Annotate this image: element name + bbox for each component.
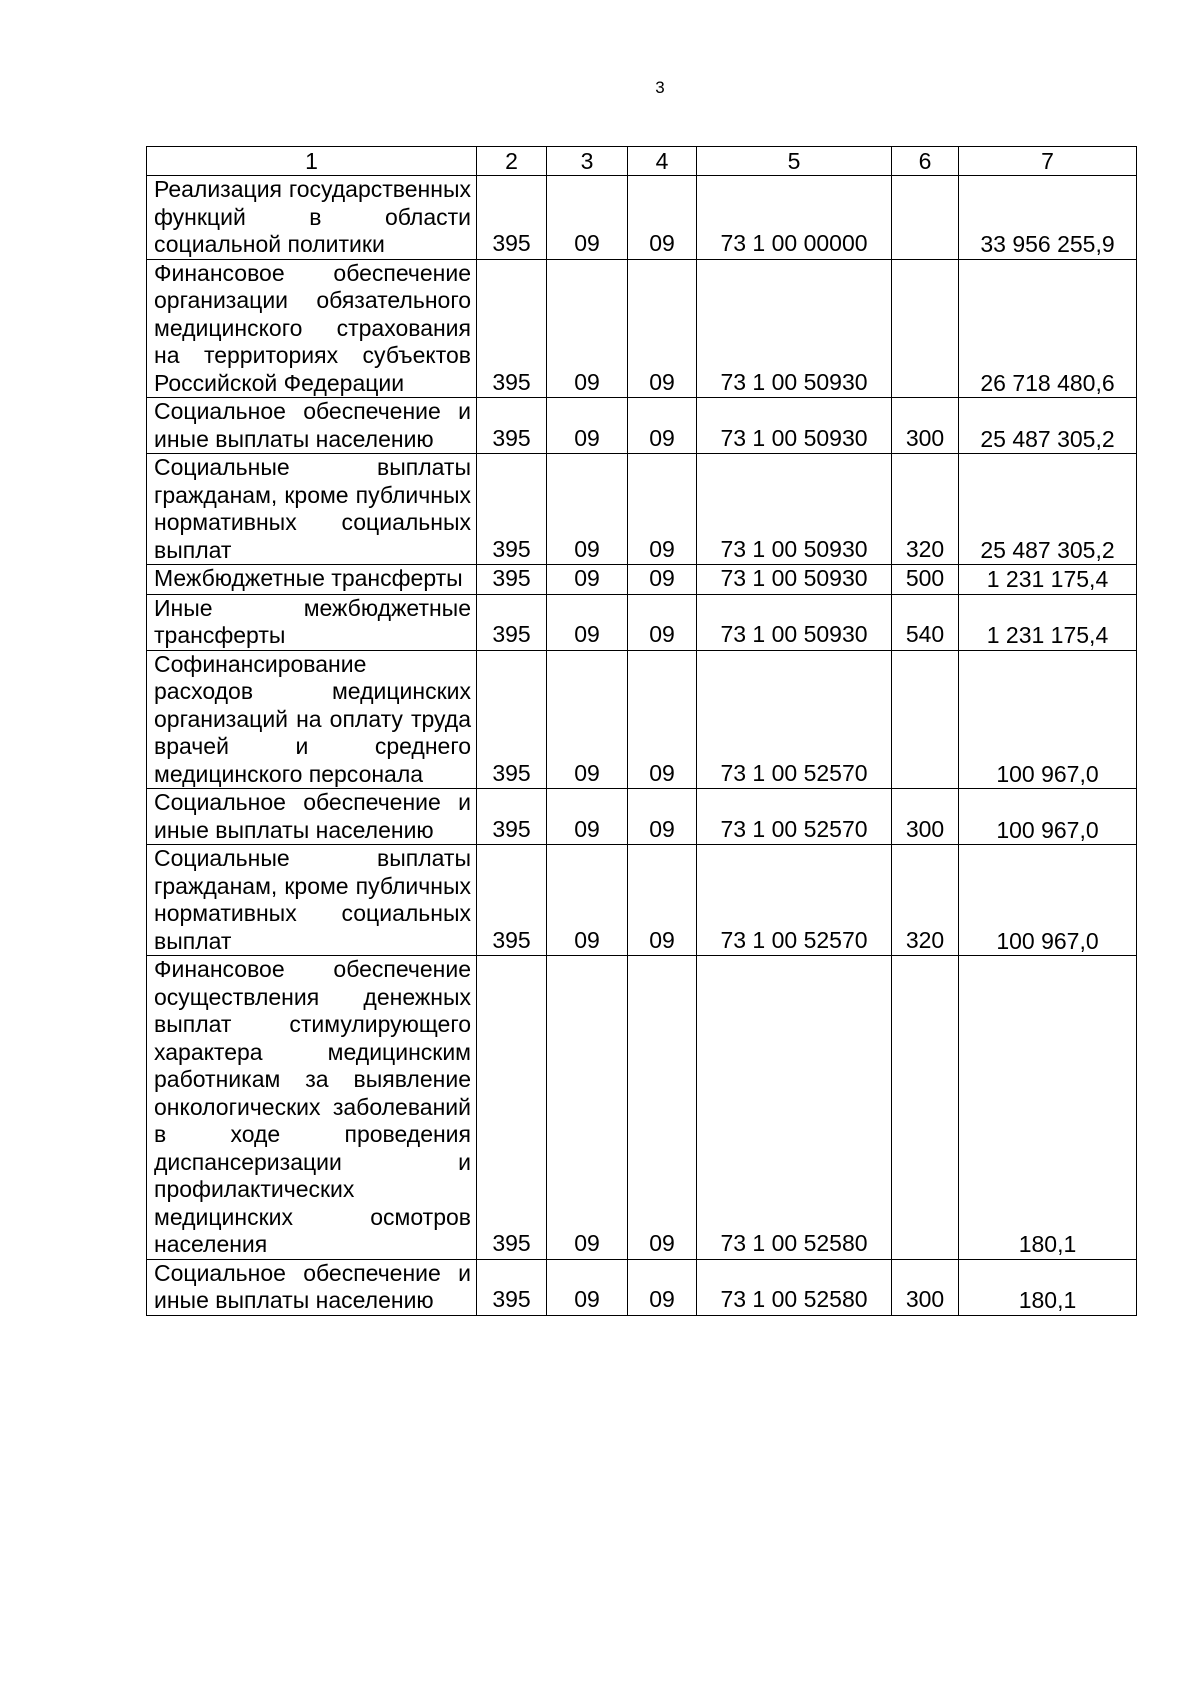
ministry-code: 395 bbox=[477, 594, 547, 650]
section-code: 09 bbox=[547, 454, 628, 565]
table-body bbox=[147, 176, 1137, 1316]
row-name: Социальные выплаты гражданам, кроме публичных нормативных социальных выплат bbox=[147, 845, 477, 956]
ministry-code: 395 bbox=[477, 956, 547, 1260]
section-code: 09 bbox=[547, 565, 628, 595]
budget-table bbox=[146, 146, 1137, 1316]
section-code: 09 bbox=[547, 650, 628, 789]
column-header-2: 2 bbox=[477, 147, 547, 176]
subsection-code: 09 bbox=[628, 454, 697, 565]
column-header-4: 4 bbox=[628, 147, 697, 176]
target-item-code: 73 1 00 00000 bbox=[697, 176, 892, 260]
table-row bbox=[147, 454, 1137, 565]
row-name: Социальное обеспечение и иные выплаты населению bbox=[147, 1259, 477, 1315]
table-row bbox=[147, 565, 1137, 595]
ministry-code: 395 bbox=[477, 565, 547, 595]
amount: 26 718 480,6 bbox=[959, 259, 1137, 398]
ministry-code: 395 bbox=[477, 259, 547, 398]
row-name: Социальные выплаты гражданам, кроме публичных нормативных социальных выплат bbox=[147, 454, 477, 565]
target-item-code: 73 1 00 52580 bbox=[697, 1259, 892, 1315]
row-name: Социальное обеспечение и иные выплаты населению bbox=[147, 398, 477, 454]
amount: 1 231 175,4 bbox=[959, 565, 1137, 595]
page-number: 3 bbox=[655, 78, 665, 97]
amount: 180,1 bbox=[959, 956, 1137, 1260]
expense-type-code: 300 bbox=[892, 398, 959, 454]
row-name: Финансовое обеспечение осуществления денежных выплат стимулирующего характера медицинским работникам за выявление онкологических заболеваний в ходе проведения диспансеризации и профилактических медицинских осмотров населения bbox=[147, 956, 477, 1260]
subsection-code: 09 bbox=[628, 594, 697, 650]
table-row bbox=[147, 398, 1137, 454]
expense-type-code bbox=[892, 956, 959, 1260]
section-code: 09 bbox=[547, 398, 628, 454]
column-header-5: 5 bbox=[697, 147, 892, 176]
target-item-code: 73 1 00 52570 bbox=[697, 789, 892, 845]
amount: 100 967,0 bbox=[959, 789, 1137, 845]
expense-type-code bbox=[892, 176, 959, 260]
section-code: 09 bbox=[547, 594, 628, 650]
subsection-code: 09 bbox=[628, 1259, 697, 1315]
row-name: Реализация государственных функций в области социальной политики bbox=[147, 176, 477, 260]
ministry-code: 395 bbox=[477, 176, 547, 260]
table-row bbox=[147, 259, 1137, 398]
subsection-code: 09 bbox=[628, 845, 697, 956]
expense-type-code bbox=[892, 259, 959, 398]
subsection-code: 09 bbox=[628, 956, 697, 1260]
column-header-3: 3 bbox=[547, 147, 628, 176]
expense-type-code: 320 bbox=[892, 454, 959, 565]
amount: 180,1 bbox=[959, 1259, 1137, 1315]
section-code: 09 bbox=[547, 259, 628, 398]
amount: 33 956 255,9 bbox=[959, 176, 1137, 260]
amount: 25 487 305,2 bbox=[959, 398, 1137, 454]
table-row bbox=[147, 956, 1137, 1260]
table-row bbox=[147, 176, 1137, 260]
row-name: Финансовое обеспечение организации обязательного медицинского страхования на территориях субъектов Российской Федерации bbox=[147, 259, 477, 398]
table-row bbox=[147, 650, 1137, 789]
expense-type-code: 540 bbox=[892, 594, 959, 650]
table-row bbox=[147, 789, 1137, 845]
row-name: Межбюджетные трансферты bbox=[147, 565, 477, 595]
subsection-code: 09 bbox=[628, 398, 697, 454]
table-row bbox=[147, 594, 1137, 650]
section-code: 09 bbox=[547, 845, 628, 956]
expense-type-code bbox=[892, 650, 959, 789]
table-header bbox=[147, 147, 1137, 176]
row-name: Софинансирование расходов медицинских организаций на оплату труда врачей и среднего медицинского персонала bbox=[147, 650, 477, 789]
target-item-code: 73 1 00 52570 bbox=[697, 650, 892, 789]
row-name: Социальное обеспечение и иные выплаты населению bbox=[147, 789, 477, 845]
ministry-code: 395 bbox=[477, 398, 547, 454]
target-item-code: 73 1 00 50930 bbox=[697, 594, 892, 650]
row-name: Иные межбюджетные трансферты bbox=[147, 594, 477, 650]
amount: 100 967,0 bbox=[959, 650, 1137, 789]
subsection-code: 09 bbox=[628, 565, 697, 595]
ministry-code: 395 bbox=[477, 1259, 547, 1315]
section-code: 09 bbox=[547, 956, 628, 1260]
column-header-6: 6 bbox=[892, 147, 959, 176]
table-row bbox=[147, 1259, 1137, 1315]
ministry-code: 395 bbox=[477, 454, 547, 565]
expense-type-code: 320 bbox=[892, 845, 959, 956]
ministry-code: 395 bbox=[477, 650, 547, 789]
target-item-code: 73 1 00 52570 bbox=[697, 845, 892, 956]
column-header-1: 1 bbox=[147, 147, 477, 176]
subsection-code: 09 bbox=[628, 176, 697, 260]
subsection-code: 09 bbox=[628, 789, 697, 845]
ministry-code: 395 bbox=[477, 789, 547, 845]
expense-type-code: 300 bbox=[892, 1259, 959, 1315]
column-header-7: 7 bbox=[959, 147, 1137, 176]
target-item-code: 73 1 00 50930 bbox=[697, 398, 892, 454]
subsection-code: 09 bbox=[628, 259, 697, 398]
amount: 100 967,0 bbox=[959, 845, 1137, 956]
section-code: 09 bbox=[547, 1259, 628, 1315]
header-row bbox=[147, 147, 1137, 176]
target-item-code: 73 1 00 52580 bbox=[697, 956, 892, 1260]
expense-type-code: 300 bbox=[892, 789, 959, 845]
section-code: 09 bbox=[547, 176, 628, 260]
amount: 25 487 305,2 bbox=[959, 454, 1137, 565]
target-item-code: 73 1 00 50930 bbox=[697, 454, 892, 565]
subsection-code: 09 bbox=[628, 650, 697, 789]
target-item-code: 73 1 00 50930 bbox=[697, 565, 892, 595]
target-item-code: 73 1 00 50930 bbox=[697, 259, 892, 398]
ministry-code: 395 bbox=[477, 845, 547, 956]
section-code: 09 bbox=[547, 789, 628, 845]
amount: 1 231 175,4 bbox=[959, 594, 1137, 650]
expense-type-code: 500 bbox=[892, 565, 959, 595]
table-row bbox=[147, 845, 1137, 956]
